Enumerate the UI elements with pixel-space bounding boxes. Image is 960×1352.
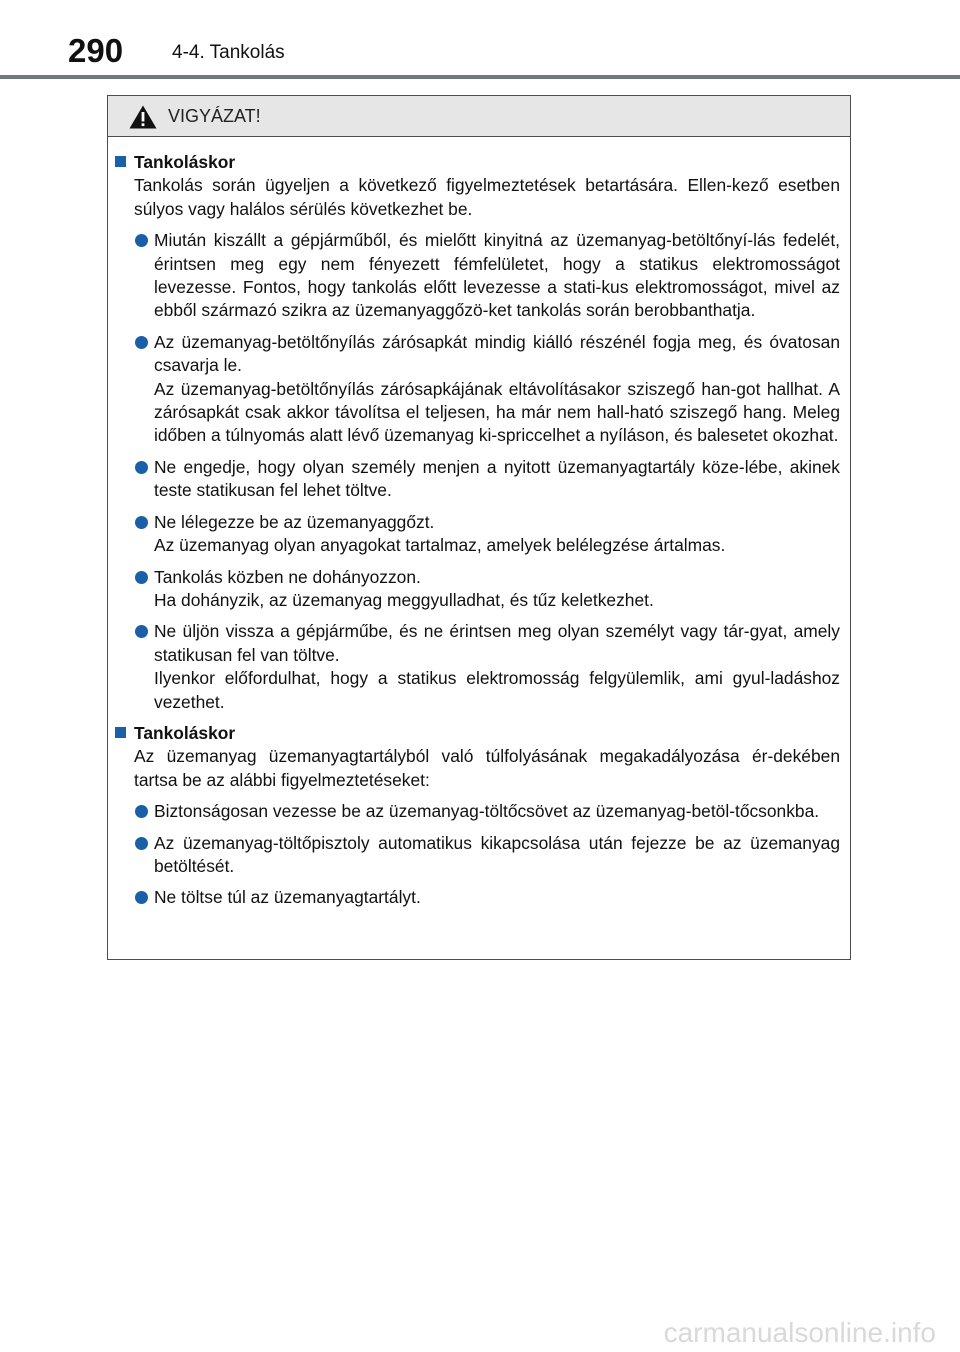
list-item-note: Az üzemanyag olyan anyagokat tartalmaz, amelyek belélegzése ártalmas. xyxy=(154,535,726,556)
header-divider xyxy=(0,75,960,79)
list-item xyxy=(114,229,840,323)
list-item-text: Ne üljön vissza a gépjárműbe, és ne érintsen meg olyan személyt vagy tár-gyat, amely statikusan fel van töltve. xyxy=(154,621,840,665)
round-bullet-icon xyxy=(135,805,148,818)
list-item-text: Miután kiszállt a gépjárműből, és mielőtt kinyitná az üzemanyag-betöltőnyí-lás fedelét, érintsen meg egy nem fényezett fémfelületet, hogy a statikus elektromosságot levezesse. Fontos, hogy tankolás előtt levezesse a stati-kus elektromosságot, mivel az ebből származó szikra az üzemanyaggőzö-ket tankolás során berobbanthatja. xyxy=(154,230,840,321)
list-item xyxy=(114,832,840,879)
list-item-note: Ilyenkor előfordulhat, hogy a statikus elektromosság felgyülemlik, ami gyul-ladáshoz vezethet. xyxy=(154,668,840,712)
warning-triangle-icon xyxy=(128,104,158,130)
page-number: 290 xyxy=(68,32,124,69)
section-heading-text: Tankoláskor xyxy=(134,152,236,172)
list-item xyxy=(114,566,840,613)
list-item-text: Ne töltse túl az üzemanyagtartályt. xyxy=(154,887,421,908)
section-title: 4-4. Tankolás xyxy=(172,42,285,63)
section-heading xyxy=(114,722,840,745)
caution-box xyxy=(107,95,851,960)
caution-body xyxy=(108,137,850,910)
list-item xyxy=(114,511,840,558)
list-item xyxy=(114,620,840,714)
round-bullet-icon xyxy=(135,891,148,904)
caution-header xyxy=(108,96,850,137)
caution-title: VIGYÁZAT! xyxy=(168,106,261,126)
round-bullet-icon xyxy=(135,461,148,474)
list-item-text: Tankolás közben ne dohányozzon. xyxy=(154,566,421,587)
list-item xyxy=(114,886,840,909)
section-heading-text: Tankoláskor xyxy=(134,722,236,743)
square-bullet-icon xyxy=(115,727,126,738)
list-item-note: Ha dohányzik, az üzemanyag meggyulladhat, és tűz keletkezhet. xyxy=(154,589,654,610)
list-item xyxy=(114,331,840,448)
list-item xyxy=(114,456,840,503)
square-bullet-icon xyxy=(115,156,126,167)
list-item-text: Ne engedje, hogy olyan személy menjen a nyitott üzemanyagtartály köze-lébe, akinek teste statikusan fel lehet töltve. xyxy=(154,456,840,501)
list-item-text: Az üzemanyag-töltőpisztoly automatikus kikapcsolása után fejezze be az üzemanyag betöltését. xyxy=(154,832,840,876)
page-header xyxy=(0,0,960,80)
round-bullet-icon xyxy=(135,516,148,529)
round-bullet-icon xyxy=(135,571,148,584)
list-item-note: Az üzemanyag-betöltőnyílás zárósapkájának eltávolításakor sziszegő han-got hallhat. A zárósapkát csak akkor távolítsa el teljesen, ha már nem hall-ható sziszegő hang. Meleg időben a túlnyomás alatt lévő üzemanyag ki-spriccelhet a nyíláson, és balesetet okozhat. xyxy=(154,378,840,446)
section-intro: Az üzemanyag üzemanyagtartályból való túlfolyásának megakadályozása ér-dekében tartsa be az alábbi figyelmeztetéseket: xyxy=(134,746,840,790)
round-bullet-icon xyxy=(135,837,148,850)
watermark: carmanualsonline.info xyxy=(663,1317,936,1348)
round-bullet-icon xyxy=(135,336,148,349)
list-item-text: Biztonságosan vezesse be az üzemanyag-töltőcsövet az üzemanyag-betöl-tőcsonkba. xyxy=(154,801,820,822)
round-bullet-icon xyxy=(135,234,148,247)
section-intro: Tankolás során ügyeljen a következő figyelmeztetések betartására. Ellen-kező esetben súlyos vagy halálos sérülés következhet be. xyxy=(134,175,840,219)
list-item-text: Az üzemanyag-betöltőnyílás zárósapkát mindig kiálló részénél fogja meg, és óvatosan csavarja le. xyxy=(154,331,840,376)
round-bullet-icon xyxy=(135,625,148,638)
list-item xyxy=(114,800,840,823)
section-heading xyxy=(114,151,840,174)
list-item-text: Ne lélegezze be az üzemanyaggőzt. xyxy=(154,511,435,532)
